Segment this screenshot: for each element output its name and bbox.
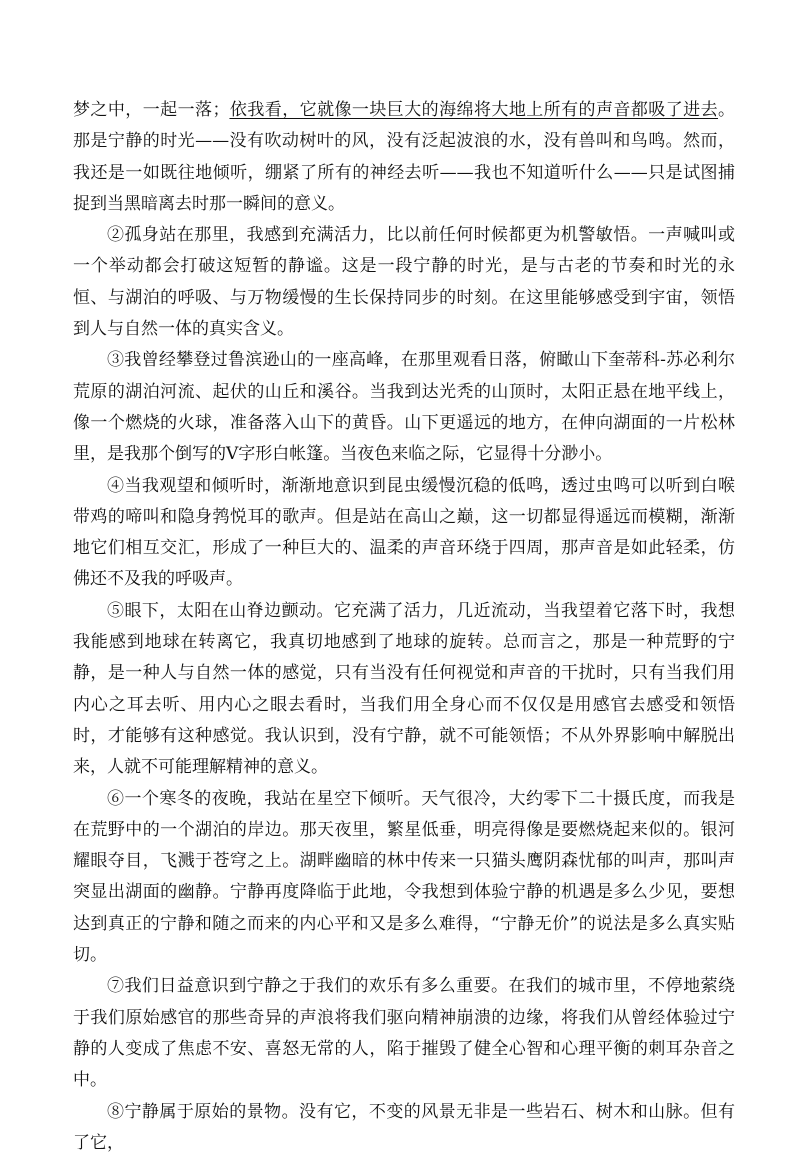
document-page [73, 0, 735, 1159]
paragraph-4-text: ④当我观望和倾听时，渐渐地意识到昆虫缓慢沉稳的低鸣，透过虫鸣可以听到白喉带鸡的啼叫和隐身鹁悦耳的歌声。但是站在高山之巅，这一切都显得遥远而模糊，渐渐地它们相互交汇，形成了一种巨大的、温柔的声音环绕于四周，那声音是如此轻柔，仿佛还不及我的呼吸声。 [73, 476, 735, 590]
paragraph-5 [73, 596, 735, 784]
paragraph-3 [73, 345, 735, 470]
paragraph-0-text: 梦之中，一起一落； [73, 100, 229, 120]
paragraph-6-text: ⑥一个寒冬的夜晚，我站在星空下倾听。天气很冷，大约零下二十摄氏度，而我是在荒野中的一个湖泊的岸边。那天夜里，繁星低垂，明亮得像是要燃烧起来似的。银河耀眼夺目，飞溅于苍穹之上。湖畔幽暗的林中传来一只猫头鹰阴森忧郁的叫声，那叫声突显出湖面的幽静。宁静再度降临于此地，令我想到体验宁静的机遇是多么少见，要想达到真正的宁静和随之而来的内心平和又是多么难得，“宁静无价”的说法是多么真实贴切。 [73, 789, 735, 965]
paragraph-5-text: ⑤眼下，太阳在山脊边颤动。它充满了活力，几近流动，当我望着它落下时，我想我能感到地球在转离它，我真切地感到了地球的旋转。总而言之，那是一种荒野的宁静，是一种人与自然一体的感觉，只有当没有任何视觉和声音的干扰时，只有当我们用内心之耳去听、用内心之眼去看时，当我们用全身心而不仅仅是用感官去感受和领悟时，才能够有这种感觉。我认识到，没有宁静，就不可能领悟；不从外界影响中解脱出来，人就不可能理解精神的意义。 [73, 601, 735, 777]
paragraph-0 [73, 95, 735, 220]
paragraph-6 [73, 784, 735, 972]
paragraph-8 [73, 1097, 735, 1159]
paragraph-3-text: ③我曾经攀登过鲁滨逊山的一座高峰，在那里观看日落，俯瞰山下奎蒂科-苏必利尔荒原的湖泊河流、起伏的山丘和溪谷。当我到达光秃的山顶时，太阳正悬在地平线上，像一个燃烧的火球，准备落入山下的黄昏。山下更遥远的地方，在伸向湖面的一片松林里，是我那个倒写的V字形白帐篷。当夜色来临之际，它显得十分渺小。 [73, 350, 735, 464]
paragraph-2-text: ②孤身站在那里，我感到充满活力，比以前任何时候都更为机警敏悟。一声喊叫或一个举动都会打破这短暂的静谧。这是一段宁静的时光，是与古老的节奏和时光的永恒、与湖泊的呼吸、与万物缓慢的生长保持同步的时刻。在这里能够感受到宇宙，领悟到人与自然一体的真实含义。 [73, 225, 735, 339]
paragraph-2 [73, 220, 735, 345]
paragraph-0-text-continued: 。那是宁静的时光——没有吹动树叶的风，没有泛起波浪的水，没有兽叫和鸟鸣。然而，我还是一如既往地倾听，绷紧了所有的神经去听——我也不知道听什么——只是试图捕捉到当黑暗离去时那一瞬间的意义。 [73, 100, 735, 214]
paragraph-4 [73, 471, 735, 596]
paragraph-7-text: ⑦我们日益意识到宁静之于我们的欢乐有多么重要。在我们的城市里，不停地萦绕于我们原始感官的那些奇异的声浪将我们驱向精神崩溃的边缘，将我们从曾经体验过宁静的人变成了焦虑不安、喜怒无常的人，陷于摧毁了健全心智和心理平衡的刺耳杂音之中。 [73, 976, 735, 1090]
paragraph-0-underlined-text: 依我看，它就像一块巨大的海绵将大地上所有的声音都吸了进去 [229, 100, 718, 120]
paragraph-8-text: ⑧宁静属于原始的景物。没有它，不变的风景无非是一些岩石、树木和山脉。但有了它， [73, 1102, 735, 1153]
paragraph-7 [73, 971, 735, 1096]
